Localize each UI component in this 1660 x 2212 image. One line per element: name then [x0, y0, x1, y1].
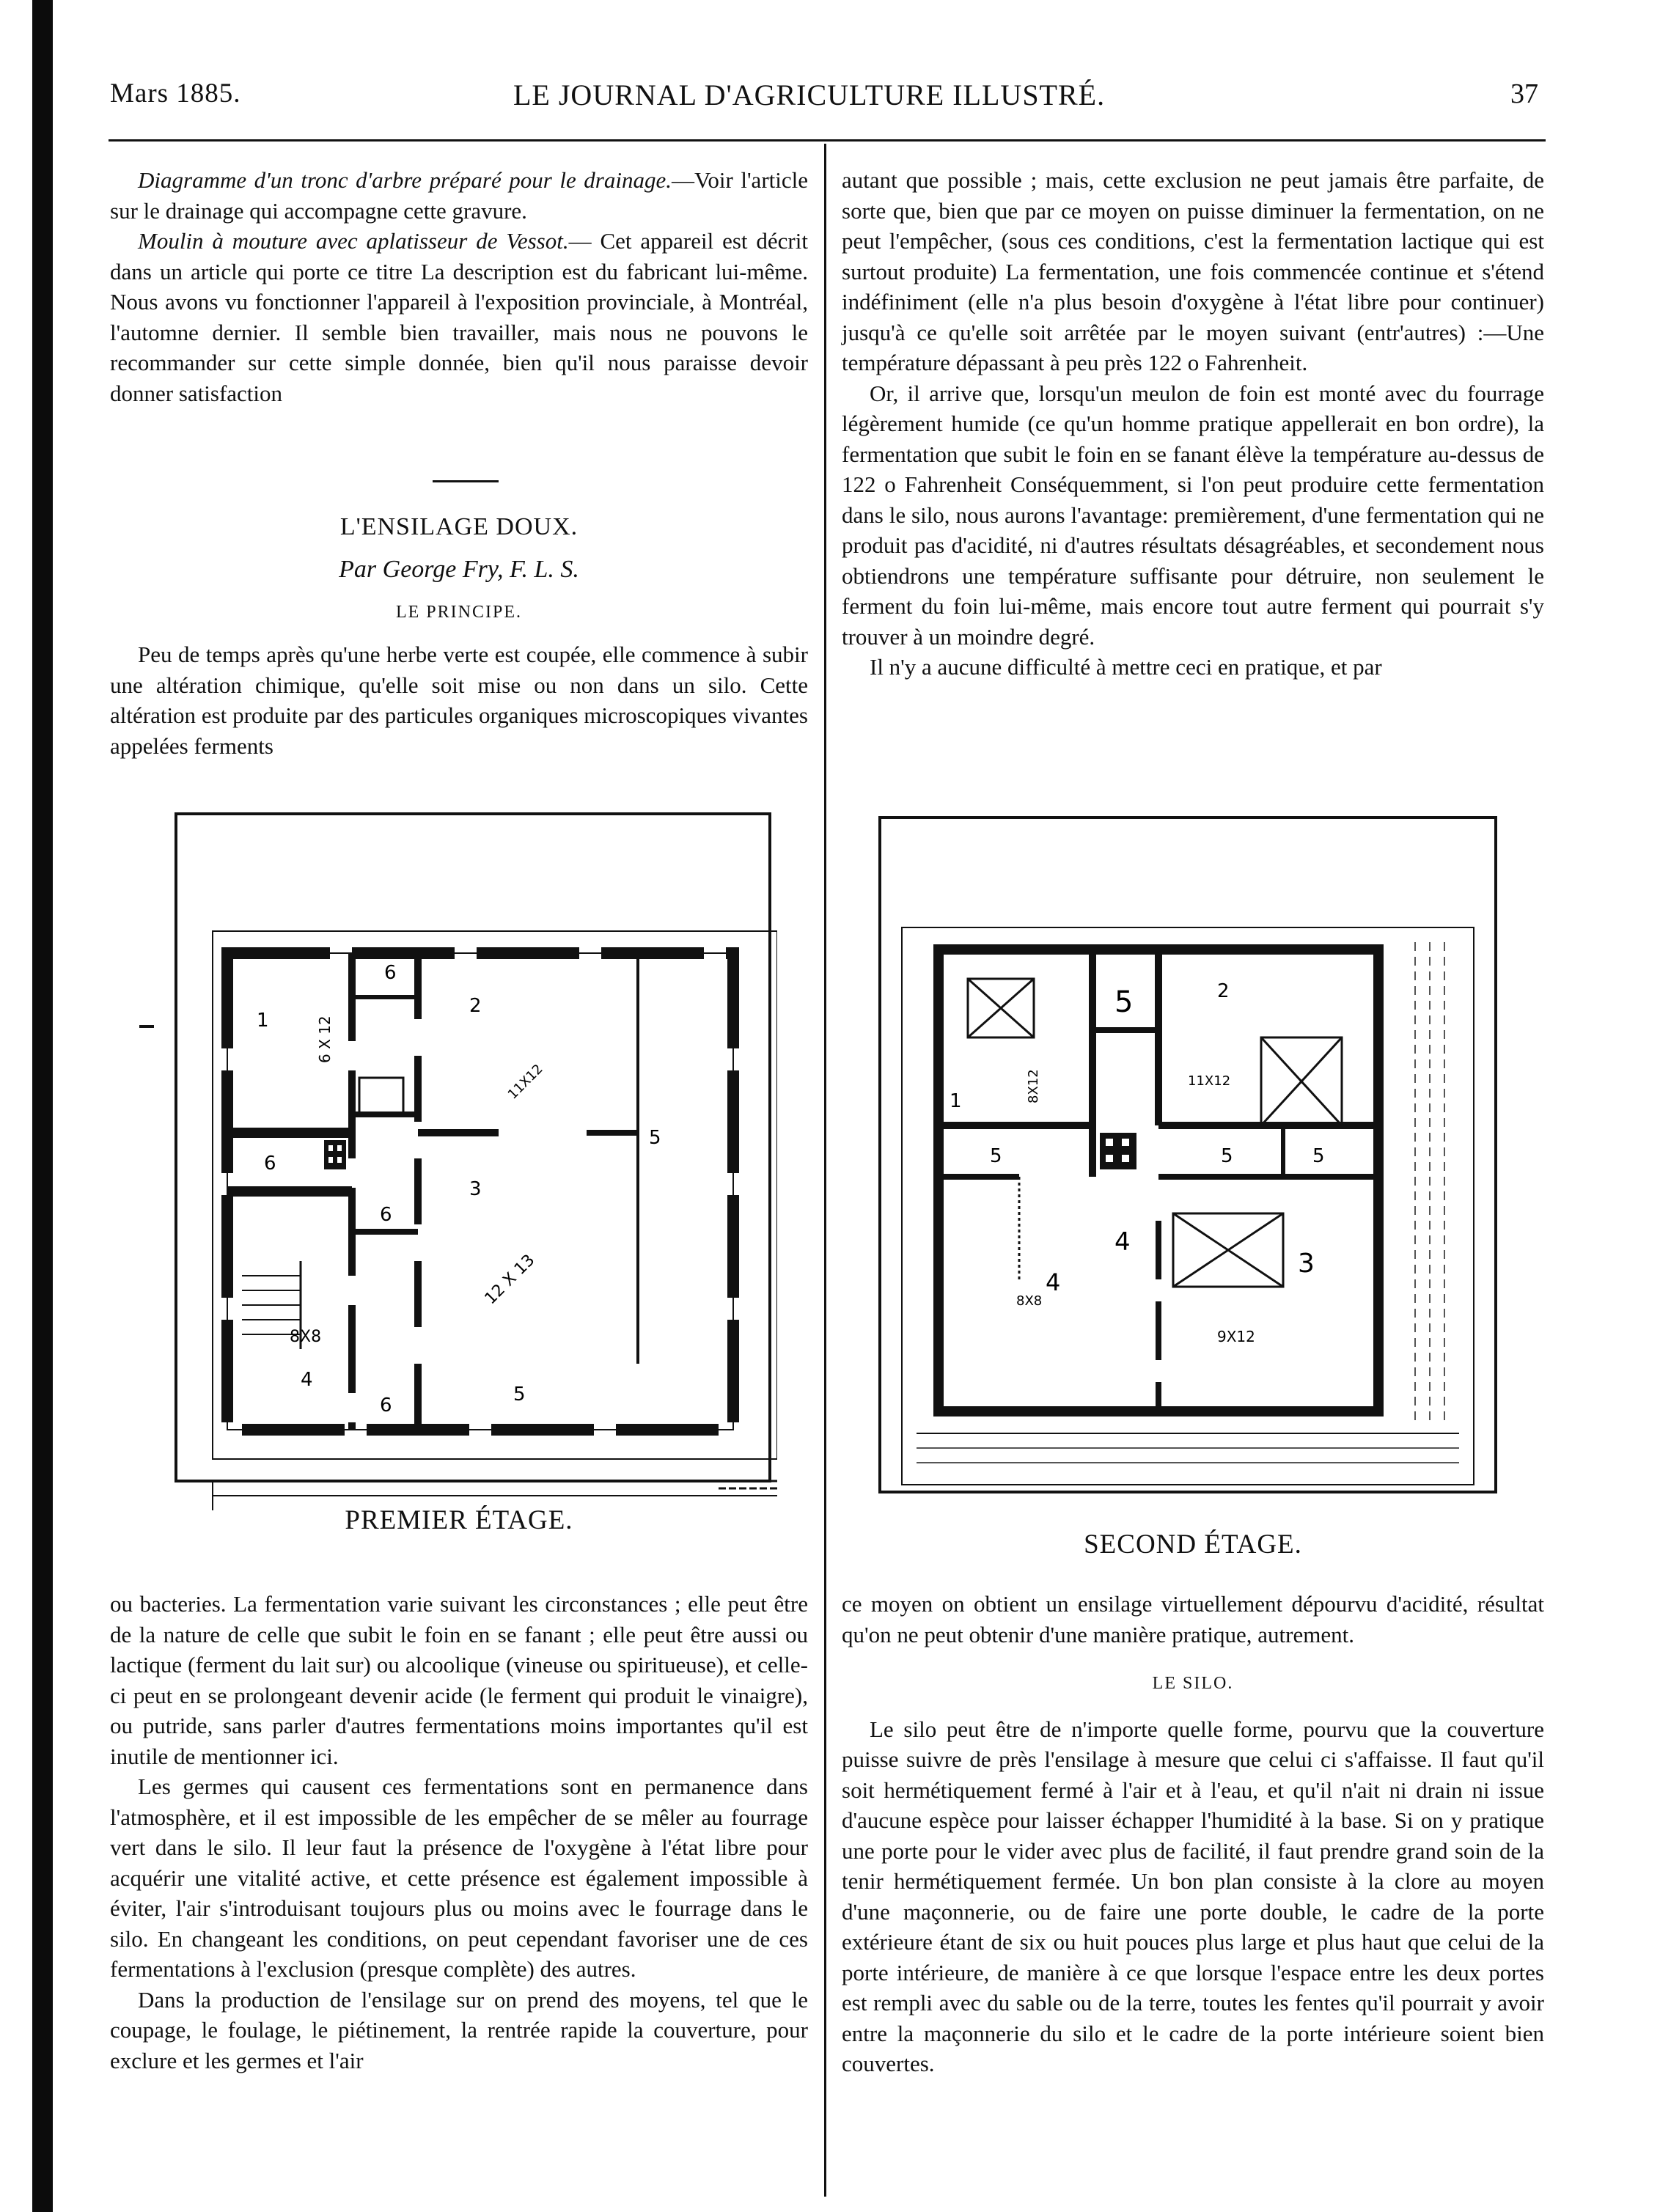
- sp-room-2: 2: [1217, 980, 1230, 1002]
- sp-room-4a: 4: [1114, 1227, 1131, 1257]
- sp-dim-11x12: 11X12: [1188, 1073, 1231, 1089]
- right-bottom-paragraph-2: Le silo peut être de n'importe quelle forme, pourvu que la couverture puisse suivre de près l'ensilage à mesure que celui ci s'affaisse. Il faut qu'il soit hermétiquement fermé à l'air et à l'eau, et qu'il n'ait ni drain ni issue d'aucune espèce pour laisser échapper l'humidité à la base. Si on y pratique une porte pour le vider avec plus de facilité, il faut prendre grand soin de la tenir hermétiquement fermée. Un bon plan consiste à la clore au moyen d'une maçonnerie, ou de faire une porte double, le cadre de la porte extérieure étant de six ou huit pouces plus large et plus haut que celui de la porte intérieure, de manière à ce que lorsque l'espace entre les deux portes est rempli avec du sable ou de la terre, toutes les fentes qu'il pourrait y avoir entre la maçonnerie du silo et le cadre de la porte intérieure soient bien couvertes.: [842, 1716, 1544, 2076]
- sp-room-5c: 5: [1221, 1145, 1233, 1167]
- sp-room-5a: 5: [1114, 985, 1134, 1019]
- intro-text-2: — Cet appareil est décrit dans un article qui porte ce titre La description est du fabricant lui-même. Nous avons vu fonctionner l'appareil à l'exposition provinciale, à Montréal, l'automne dernier. Il semble bien travailler, mais nous ne pouvons le recommander sur cette simple donnée, bien qu'il nous paraisse devoir donner satisfaction: [110, 228, 808, 406]
- header-title: LE JOURNAL D'AGRICULTURE ILLUSTRÉ.: [513, 78, 1106, 111]
- intro-italic-1: Diagramme d'un tronc d'arbre préparé pour le drainage.: [138, 167, 672, 193]
- sp-room-4b: 4: [1046, 1268, 1061, 1296]
- article-title: L'ENSILAGE DOUX.: [339, 513, 579, 540]
- left-bottom-paragraph-3: Dans la production de l'ensilage sur on prend des moyens, tel que le coupage, le foulage, le piétinement, la rentrée rapide la couverture, pour exclure et les germes et l'air: [110, 1986, 808, 2073]
- fp-dim-6x12: 6 X 12: [316, 1015, 334, 1063]
- fp-room-6b: 6: [264, 1153, 276, 1175]
- section-heading-principe: LE PRINCIPE.: [395, 603, 522, 622]
- header-page-number: 37: [1510, 78, 1538, 109]
- fp-room-4: 4: [301, 1369, 313, 1391]
- sp-room-1: 1: [950, 1090, 962, 1112]
- sp-dim-8x12: 8X12: [1026, 1069, 1041, 1103]
- header-date: Mars 1885.: [110, 78, 241, 109]
- intro-text-1: —Voir l'article sur le drainage qui accompagne cette gravure.: [110, 167, 808, 224]
- left-bottom-text: [110, 1589, 808, 2076]
- fp-room-6a: 6: [384, 962, 397, 984]
- fp-dim-8x8: 8X8: [290, 1328, 322, 1346]
- article-paragraph-1: Peu de temps après qu'une herbe verte est coupée, elle commence à subir une altération chimique, qu'elle soit mise ou non dans un silo. Cette altération est produite par des particules organiques microscopiques vivantes appelées ferments: [110, 642, 808, 759]
- article-text-left: [110, 639, 808, 761]
- column-divider: [824, 144, 826, 2197]
- intro-paragraph-1: [110, 165, 808, 226]
- right-top-text: [842, 165, 1544, 683]
- article-byline: Par George Fry, F. L. S.: [339, 556, 579, 583]
- header-rule: [109, 139, 1546, 142]
- scan-edge-bar: [32, 0, 53, 2212]
- second-floor-drawing: [873, 810, 1503, 1507]
- fp-room-6c: 6: [380, 1204, 392, 1226]
- section-separator: [433, 480, 499, 482]
- fp-room-6d: 6: [380, 1395, 392, 1417]
- first-floor-drawing: [132, 806, 777, 1510]
- intro-paragraph-2: [110, 226, 808, 408]
- left-bottom-paragraph-1: ou bacteries. La fermentation varie suivant les circonstances ; elle peut être de la nature de celle que subit le foin en se fanant ; elle peut être aussi ou lactique (ferment du lait sur) ou alcoolique (vineuse ou spiritueuse), et celle-ci peut en se prolongeant devenir acide (le ferment qui produit le vinaigre), ou putride, sans parler d'autres fermentations moins importantes qu'il est inutile de mentionner ici.: [110, 1591, 808, 1769]
- fp-dim-12x13: 12 X 13: [481, 1251, 539, 1309]
- right-bottom-text: [842, 1589, 1544, 2079]
- fp-room-5b: 5: [649, 1127, 661, 1149]
- sp-dim-8x8: 8X8: [1016, 1293, 1043, 1309]
- right-paragraph-2: Or, il arrive que, lorsqu'un meulon de foin est monté avec du fourrage légèrement humide (ce qu'un homme pratique appellerait en bon ordre), la fermentation que subit le foin en se fanant élève la température au-dessus de 122 o Fahrenheit Conséquemment, si l'on peut produire cette fermentation dans le silo, nous aurons l'avantage: premièrement, d'une fermentation qui ne produit pas d'acidité, ni d'autres résultats désagréables, et secondement nous obtiendrons une température suffisante pour détruire, non seulement le ferment du foin lui-même, mais encore tout autre ferment qui pourrait s'y trouver à un moindre degré.: [842, 380, 1544, 650]
- section-heading-silo: LE SILO.: [1152, 1674, 1234, 1693]
- second-floor-plan: [873, 810, 1503, 1507]
- fp-room-5a: 5: [513, 1384, 526, 1406]
- sp-room-5b: 5: [990, 1145, 1002, 1167]
- fp-room-3: 3: [469, 1178, 482, 1200]
- intro-italic-2: Moulin à mouture avec aplatisseur de Vessot.: [138, 228, 569, 254]
- sp-room-5d: 5: [1312, 1145, 1325, 1167]
- fp-dim-11x12: 11X12: [504, 1061, 546, 1103]
- right-paragraph-3: Il n'y a aucune difficulté à mettre ceci en pratique, et par: [870, 654, 1382, 680]
- sp-dim-9x12: 9X12: [1217, 1328, 1255, 1345]
- first-floor-plan: [132, 806, 777, 1510]
- first-floor-caption: PREMIER ÉTAGE.: [345, 1505, 573, 1535]
- second-floor-caption: SECOND ÉTAGE.: [1084, 1529, 1302, 1559]
- right-bottom-paragraph-1: ce moyen on obtient un ensilage virtuellement dépourvu d'acidité, résultat qu'on ne peut obtenir d'une manière pratique, autrement.: [842, 1591, 1544, 1647]
- right-paragraph-1: autant que possible ; mais, cette exclusion ne peut jamais être parfaite, de sorte que, bien que par ce moyen on puisse diminuer la fermentation, on ne peut l'empêcher, (sous ces conditions, c'est la fermentation lactique qui est surtout produite) La fermentation, une fois commencée continue et s'étend indéfiniment (elle n'a plus besoin d'oxygène à l'état libre pour continuer) jusqu'à ce qu'elle soit arrêtée par le moyen suivant (entr'autres) :—Une température dépassant à peu près 122 o Fahrenheit.: [842, 167, 1544, 375]
- fp-room-2: 2: [469, 995, 482, 1017]
- sp-room-3: 3: [1298, 1249, 1315, 1279]
- left-intro: [110, 165, 808, 408]
- fp-room-1: 1: [257, 1010, 269, 1032]
- left-bottom-paragraph-2: Les germes qui causent ces fermentations sont en permanence dans l'atmosphère, et il est impossible de les empêcher de se mêler au fourrage vert dans le silo. Il leur faut la présence de l'oxygène à l'état libre pour acquérir une vitalité active, et cette présence est également impossible à éviter, l'air s'introduisant toujours plus ou moins avec le fourrage dans le silo. En changeant les conditions, on peut cependant favoriser une de ces fermentations à l'exclusion (presque complète) des autres.: [110, 1774, 808, 1982]
